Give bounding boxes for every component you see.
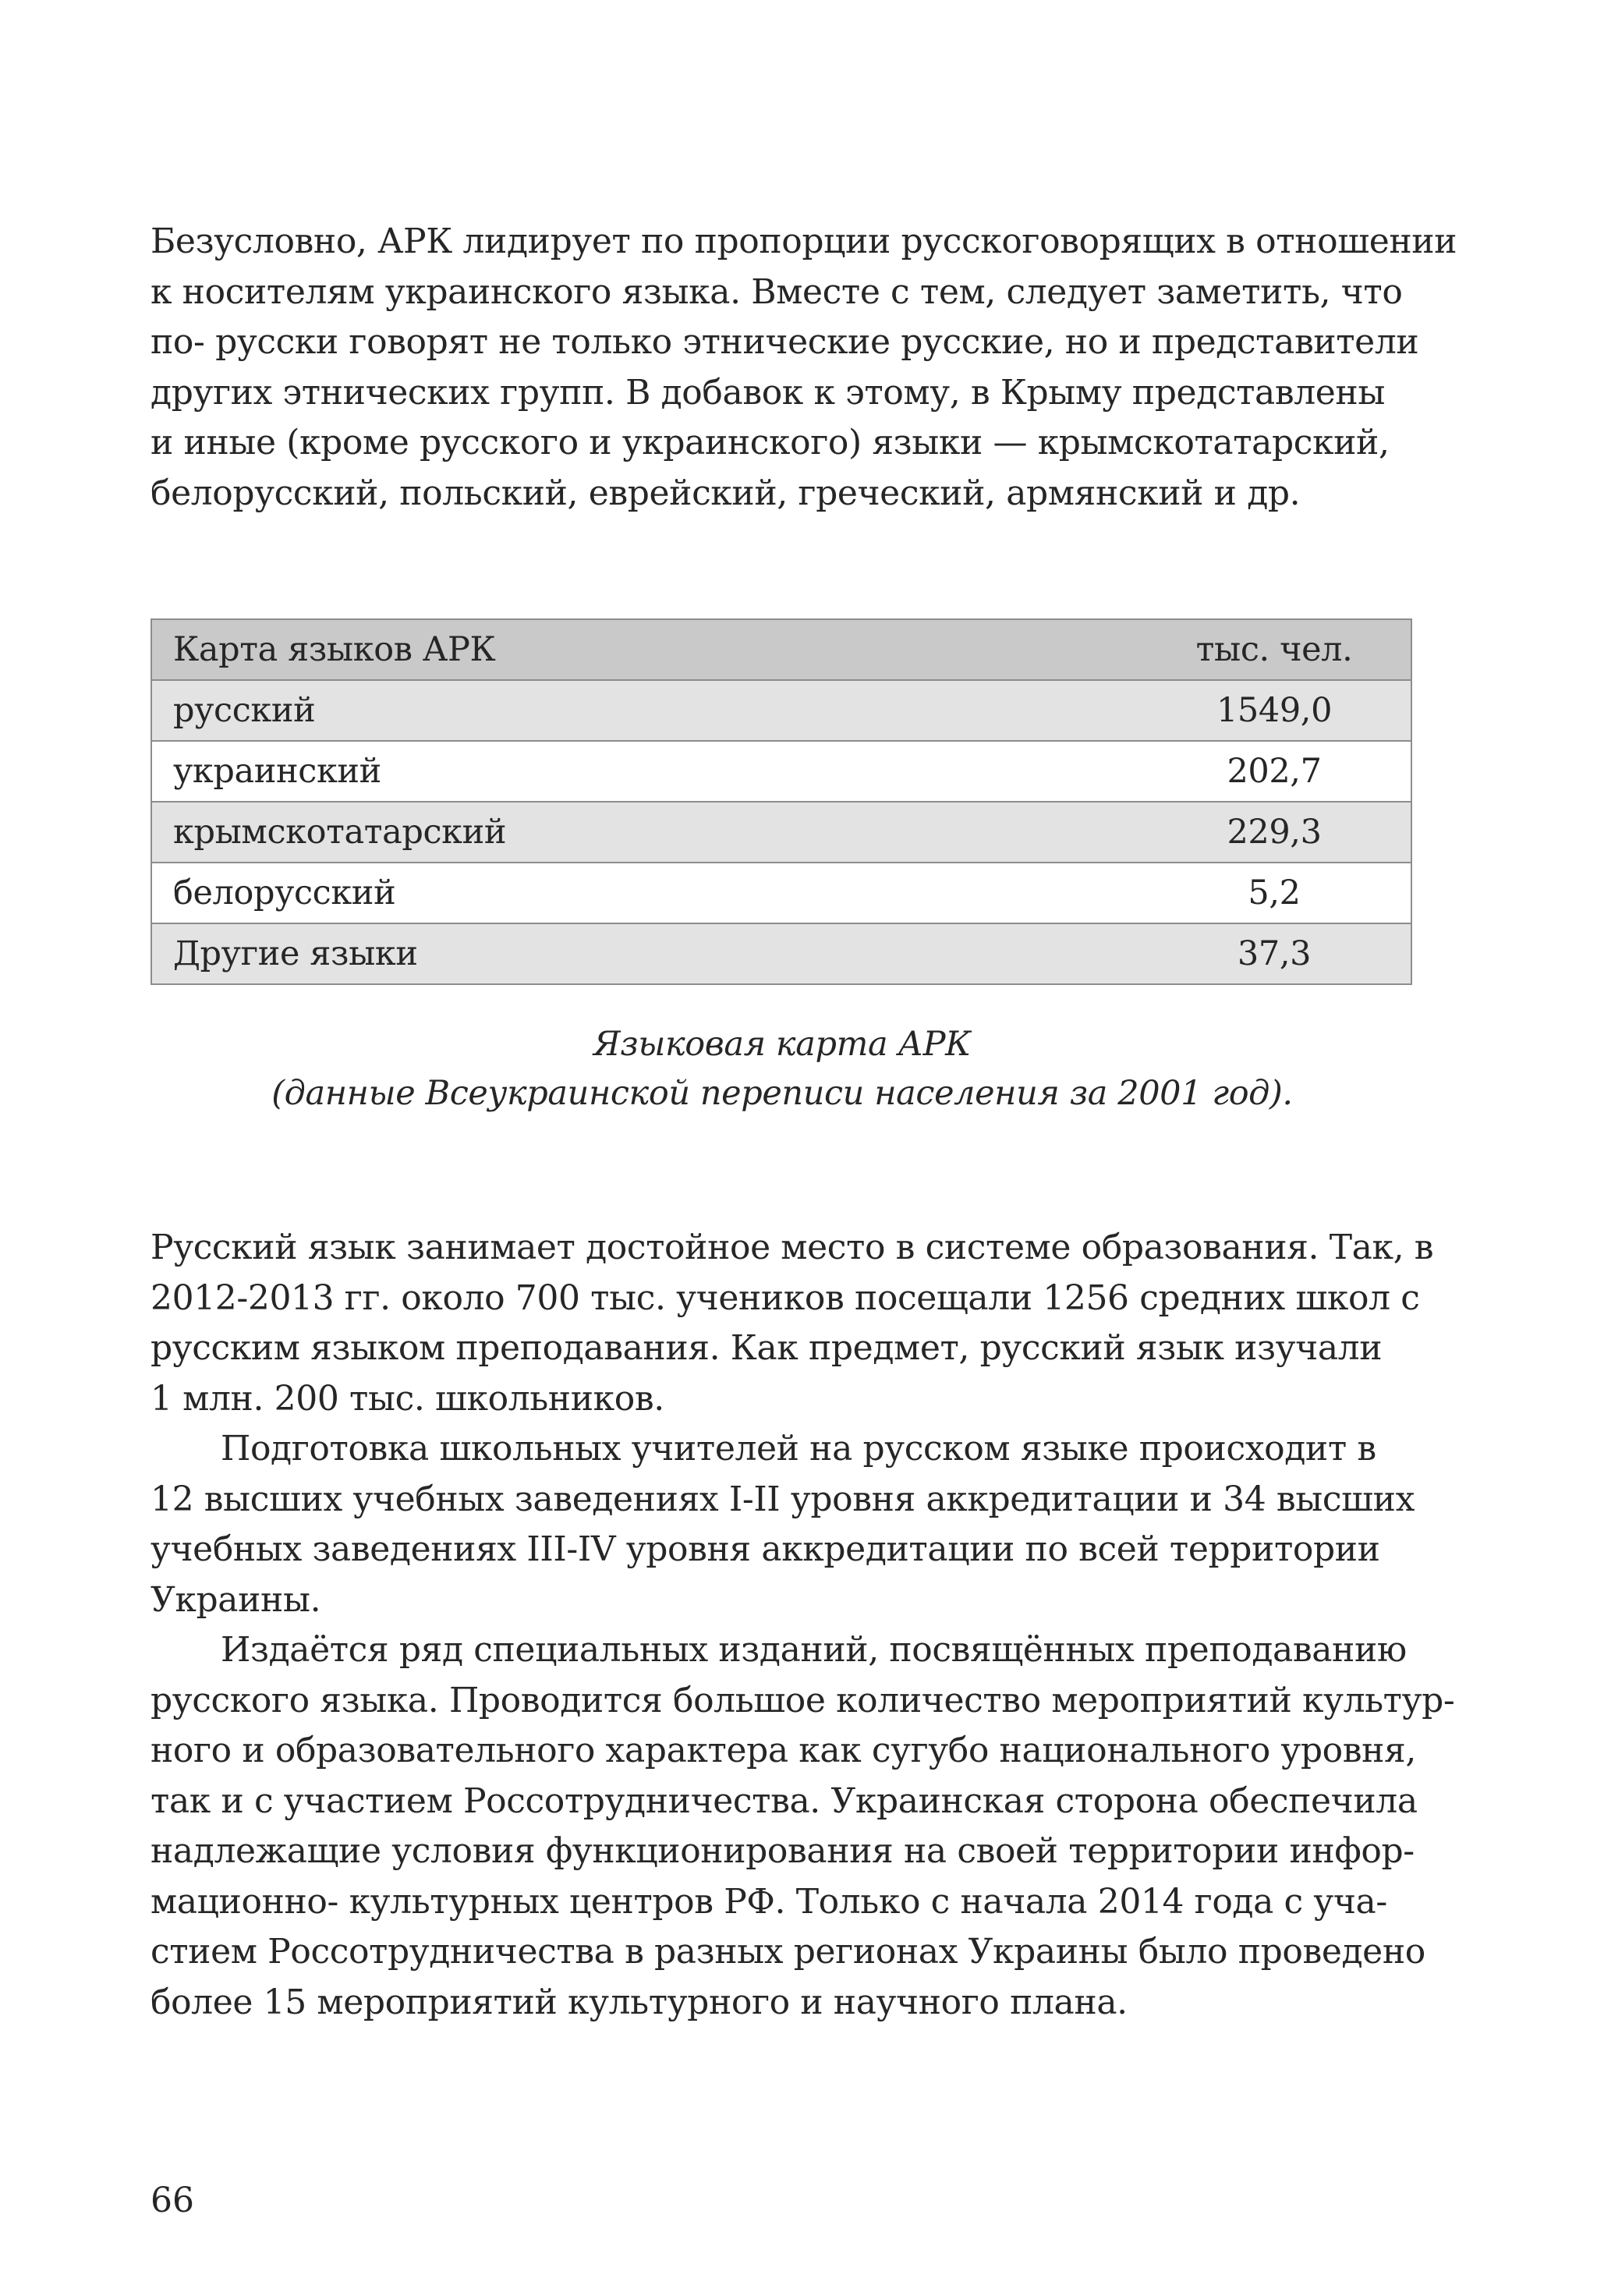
- text-line: 1 млн. 200 тыс. школьников.: [150, 1378, 664, 1419]
- page-number: 66: [150, 2181, 194, 2220]
- text-line: к носителям украинского языка. Вместе с тем, следует заметить, что: [150, 271, 1403, 312]
- language-speakers: 229,3: [1146, 802, 1411, 863]
- text-line: надлежащие условия функционирования на своей территории инфор-: [150, 1831, 1415, 1871]
- text-line: учебных заведениях III-IV уровня аккредитации по всей территории: [150, 1529, 1380, 1569]
- text-line: белорусский, польский, еврейский, греческий, армянский и др.: [150, 473, 1301, 513]
- language-speakers: 202,7: [1146, 741, 1411, 802]
- body-text: [150, 1223, 1455, 2028]
- table-row: [151, 863, 1411, 923]
- language-name: Другие языки: [151, 923, 1146, 984]
- table-header-name: Карта языков АРК: [151, 619, 1146, 680]
- text-line: Издаётся ряд специальных изданий, посвящённых преподаванию: [221, 1630, 1407, 1670]
- text-line: так и с участием Россотрудничества. Украинская сторона обеспечила: [150, 1780, 1418, 1821]
- text-line: мационно- культурных центров РФ. Только с начала 2014 года с уча-: [150, 1881, 1387, 1922]
- text-line: Украины.: [150, 1579, 321, 1620]
- text-line: ного и образовательного характера как сугубо национального уровня,: [150, 1731, 1416, 1770]
- text-line: русского языка. Проводится большое количество мероприятий культур-: [150, 1680, 1455, 1720]
- language-name: украинский: [151, 741, 1146, 802]
- table-header-row: [151, 619, 1411, 680]
- text-line: более 15 мероприятий культурного и научного плана.: [150, 1982, 1128, 2022]
- table-caption: [150, 1020, 1414, 1118]
- language-name: белорусский: [151, 863, 1146, 923]
- text-line: и иные (кроме русского и украинского) языки — крымскотатарский,: [150, 423, 1390, 462]
- text-line: Подготовка школьных учителей на русском языке происходит в: [221, 1429, 1376, 1469]
- text-line: Русский язык занимает достойное место в системе образования. Так, в: [150, 1228, 1434, 1267]
- language-name: русский: [151, 680, 1146, 741]
- language-table: [150, 618, 1412, 985]
- language-speakers: 1549,0: [1146, 680, 1411, 741]
- language-speakers: 37,3: [1146, 923, 1411, 984]
- text-line: 2012-2013 гг. около 700 тыс. учеников посещали 1256 средних школ с: [150, 1277, 1420, 1318]
- table-row: [151, 923, 1411, 984]
- text-line: стием Россотрудничества в разных регионах Украины было проведено: [150, 1932, 1425, 1972]
- text-line: по- русски говорят не только этнические русские, но и представители: [150, 322, 1419, 362]
- text-line: Безусловно, АРК лидирует по пропорции русскоговорящих в отношении: [150, 221, 1457, 261]
- table-row: [151, 802, 1411, 863]
- table-row: [151, 741, 1411, 802]
- table-header-unit: тыс. чел.: [1146, 619, 1411, 680]
- language-name: крымскотатарский: [151, 802, 1146, 863]
- language-speakers: 5,2: [1146, 863, 1411, 923]
- text-line: 12 высших учебных заведениях I-II уровня аккредитации и 34 высших: [150, 1479, 1415, 1519]
- table-row: [151, 680, 1411, 741]
- intro-paragraph: [150, 217, 1457, 519]
- caption-title: Языковая карта АРК: [593, 1025, 972, 1064]
- caption-source: (данные Всеукраинской переписи населения за 2001 год).: [271, 1074, 1293, 1113]
- text-line: русским языком преподавания. Как предмет, русский язык изучали: [150, 1328, 1383, 1368]
- text-line: других этнических групп. В добавок к этому, в Крыму представлены: [150, 372, 1385, 413]
